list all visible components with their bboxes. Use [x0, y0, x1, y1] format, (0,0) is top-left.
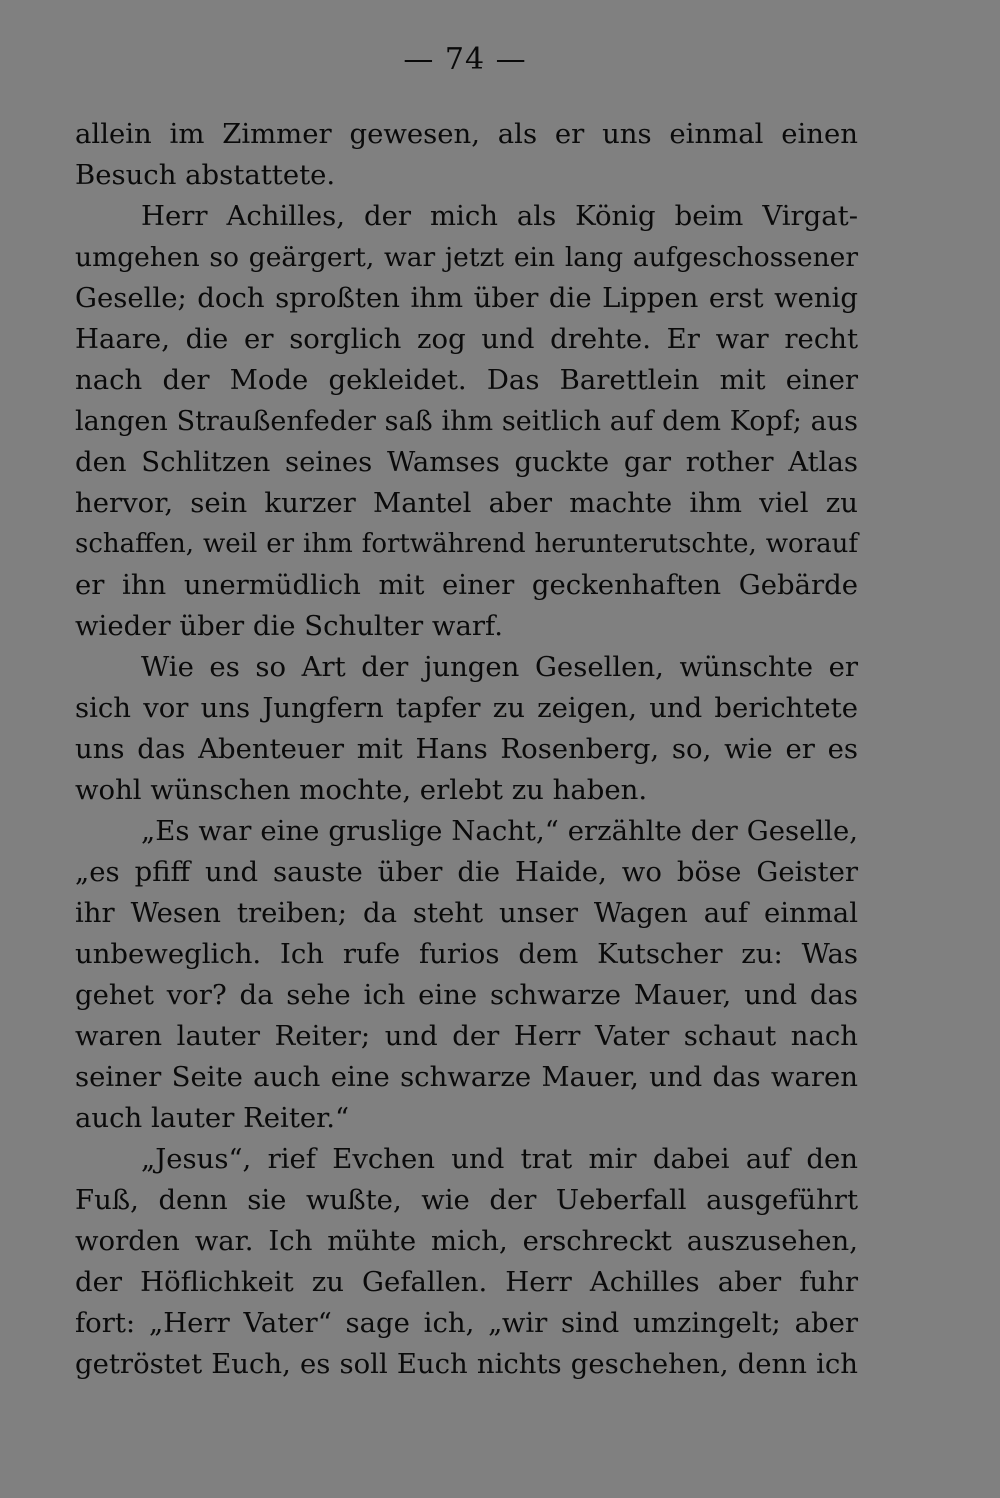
- text-line: sich vor uns Jungfern tapfer zu zeigen, und berichtete: [75, 692, 858, 724]
- text-line: unbeweglich. Ich rufe furios dem Kutscher zu: Was: [75, 938, 858, 970]
- text-line: Haare, die er sorglich zog und drehte. Er war recht: [75, 323, 858, 355]
- body-text: [75, 114, 858, 1385]
- text-line: „Es war eine gruslige Nacht,“ erzählte der Geselle,: [141, 815, 858, 847]
- text-line: uns das Abenteuer mit Hans Rosenberg, so, wie er es: [75, 733, 858, 765]
- text-line: seiner Seite auch eine schwarze Mauer, und das waren: [75, 1061, 858, 1093]
- text-line: Geselle; doch sproßten ihm über die Lippen erst wenig: [75, 282, 858, 314]
- text-line: der Höflichkeit zu Gefallen. Herr Achilles aber fuhr: [75, 1266, 858, 1298]
- text-line: er ihn unermüdlich mit einer geckenhaften Gebärde: [75, 569, 858, 601]
- text-line: auch lauter Reiter.“: [75, 1102, 350, 1134]
- text-line: Wie es so Art der jungen Gesellen, wünschte er: [141, 651, 858, 683]
- text-line: „Jesus“, rief Evchen und trat mir dabei auf den: [141, 1143, 858, 1175]
- text-line: hervor, sein kurzer Mantel aber machte ihm viel zu: [75, 487, 858, 519]
- text-line: nach der Mode gekleidet. Das Barettlein mit einer: [75, 364, 858, 396]
- text-line: umgehen so geärgert, war jetzt ein lang aufgeschossener: [75, 242, 858, 273]
- text-line: Besuch abstattete.: [75, 159, 336, 191]
- text-line: worden war. Ich mühte mich, erschreckt auszusehen,: [75, 1225, 858, 1257]
- text-line: wieder über die Schulter warf.: [75, 610, 503, 642]
- text-line: gehet vor? da sehe ich eine schwarze Mauer, und das: [75, 979, 858, 1011]
- text-line: fort: „Herr Vater“ sage ich, „wir sind umzingelt; aber: [75, 1307, 858, 1339]
- text-line: schaffen, weil er ihm fortwährend herunterutschte, worauf: [75, 529, 858, 559]
- text-line: allein im Zimmer gewesen, als er uns einmal einen: [75, 118, 858, 150]
- text-line: wohl wünschen mochte, erlebt zu haben.: [75, 774, 648, 806]
- text-line: den Schlitzen seines Wamses guckte gar rother Atlas: [75, 446, 858, 478]
- text-line: getröstet Euch, es soll Euch nichts geschehen, denn ich: [75, 1348, 858, 1380]
- text-line: ihr Wesen treiben; da steht unser Wagen auf einmal: [75, 897, 858, 929]
- text-line: Herr Achilles, der mich als König beim Virgat-: [141, 200, 858, 232]
- text-line: waren lauter Reiter; und der Herr Vater schaut nach: [75, 1020, 858, 1052]
- text-line: Fuß, denn sie wußte, wie der Ueberfall ausgeführt: [75, 1184, 858, 1216]
- page-number: — 74 —: [403, 42, 527, 77]
- text-line: langen Straußenfeder saß ihm seitlich auf dem Kopf; aus: [75, 406, 858, 437]
- text-line: „es pfiff und sauste über die Haide, wo böse Geister: [75, 856, 858, 888]
